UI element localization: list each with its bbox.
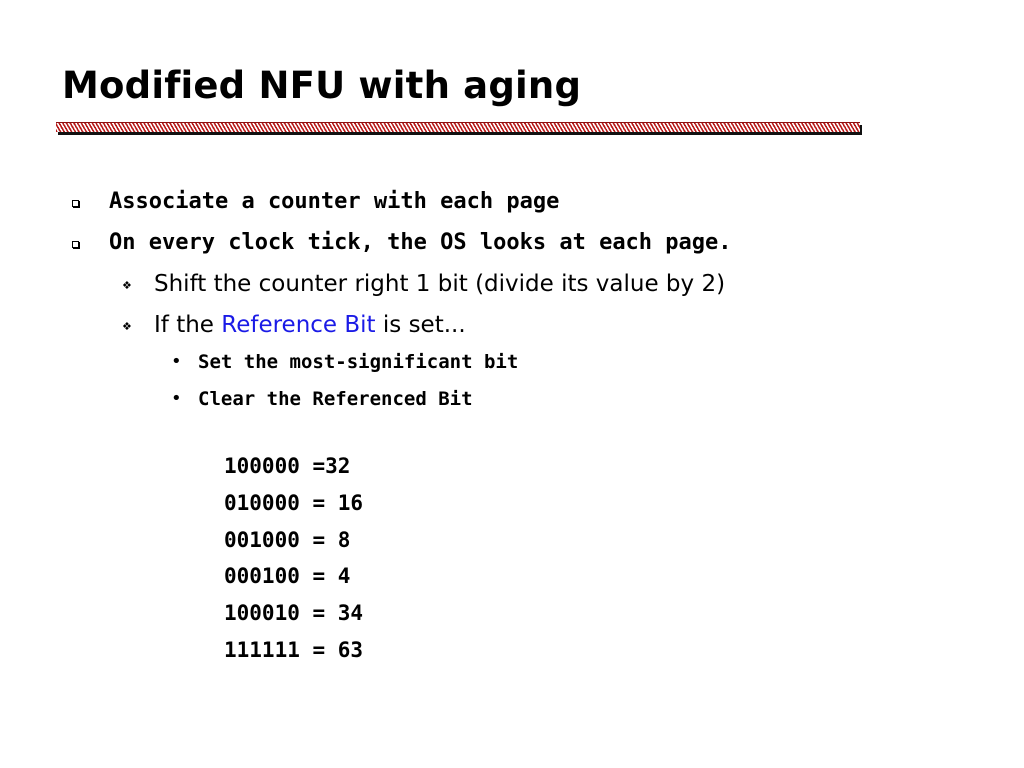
- diamond-star-bullet-icon: ❖: [122, 320, 132, 333]
- title-underline-rule: [56, 122, 860, 132]
- bullet-associate-counter: [109, 188, 559, 216]
- hollow-square-bullet-icon: [72, 200, 79, 207]
- diamond-star-bullet-icon: ❖: [122, 279, 132, 292]
- hollow-square-bullet-icon: [72, 241, 79, 248]
- bullet-text-suffix: is set...: [375, 312, 466, 338]
- bullet-text: Clear the Referenced Bit: [198, 388, 473, 410]
- reference-bit-highlight: Reference Bit: [221, 312, 376, 338]
- binary-example: 001000 = 8: [224, 527, 351, 552]
- dot-bullet-icon: •: [171, 388, 182, 409]
- bullet-if-reference-bit: [154, 310, 466, 340]
- bullet-text: Set the most-significant bit: [198, 351, 519, 373]
- bullet-shift-counter: [154, 269, 725, 299]
- bullet-clear-referenced-bit: [198, 387, 473, 411]
- binary-example: 000100 = 4: [224, 564, 351, 589]
- binary-examples-list: [224, 448, 363, 669]
- bullet-text: On every clock tick, the OS looks at each page.: [109, 230, 732, 255]
- dot-bullet-icon: •: [171, 351, 182, 372]
- bullet-text: Shift the counter right 1 bit (divide its value by 2): [154, 271, 726, 297]
- bullet-set-msb: [198, 350, 518, 374]
- bullet-clock-tick: [109, 229, 732, 257]
- binary-example: 111111 = 63: [224, 637, 364, 662]
- slide-title: Modified NFU with aging: [62, 64, 582, 107]
- binary-example: 100000 =32: [224, 454, 351, 478]
- bullet-text-prefix: If the: [154, 312, 222, 338]
- binary-example: 100010 = 34: [224, 601, 364, 626]
- bullet-text: Associate a counter with each page: [109, 189, 560, 214]
- binary-example: 010000 = 16: [224, 490, 364, 515]
